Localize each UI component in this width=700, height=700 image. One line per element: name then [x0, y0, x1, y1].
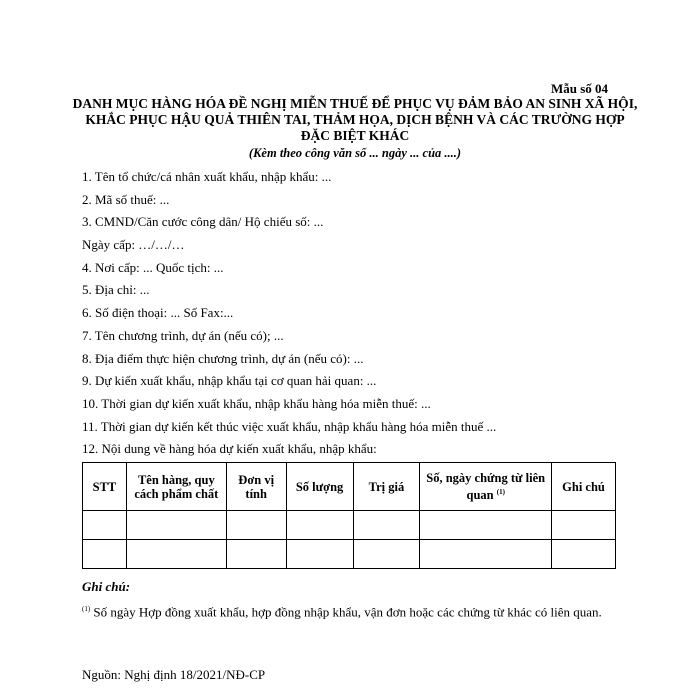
table-cell[interactable]: [353, 540, 420, 569]
field-goods-content: 12. Nội dung về hàng hóa dự kiến xuất khẩu, nhập khẩu:: [82, 441, 377, 457]
table-row: [83, 511, 616, 540]
field-address: 5. Địa chỉ: ...: [82, 282, 150, 298]
header-quantity: Số lượng: [286, 463, 353, 511]
header-footnote-marker: (1): [496, 487, 505, 496]
table-cell[interactable]: [126, 540, 226, 569]
note-body: Số ngày Hợp đồng xuất khẩu, hợp đồng nhập khẩu, vận đơn hoặc các chứng từ khác có liên quan.: [90, 604, 602, 620]
header-notes: Ghi chú: [552, 463, 616, 511]
header-goods-name: Tên hàng, quy cách phẩm chất: [126, 463, 226, 511]
field-program-name: 7. Tên chương trình, dự án (nếu có); ...: [82, 327, 284, 343]
goods-table: [82, 462, 616, 569]
source-line: Nguồn: Nghị định 18/2021/NĐ-CP: [82, 667, 266, 682]
table-cell[interactable]: [420, 511, 552, 540]
table-cell[interactable]: [420, 540, 552, 569]
note-marker: (1): [82, 605, 91, 613]
field-issue-date: Ngày cấp: …/…/…: [82, 237, 185, 253]
header-documents-label: Số, ngày chứng từ liên quan: [426, 470, 546, 503]
table-cell[interactable]: [83, 540, 127, 569]
field-phone: 6. Số điện thoại: ... Số Fax:...: [82, 305, 234, 321]
field-tax-code: 2. Mã số thuế: ...: [82, 191, 170, 207]
document-title: DANH MỤC HÀNG HÓA ĐỀ NGHỊ MIỄN THUẾ ĐỂ PHỤC VỤ ĐẢM BẢO AN SINH XÃ HỘI, KHẮC PHỤC HẬU QUẢ THIÊN TAI, THẢM HỌA, DỊCH BỆNH VÀ CÁC TRƯỜNG HỢP ĐẶC BIỆT KHÁC: [72, 96, 638, 143]
table-cell[interactable]: [226, 511, 286, 540]
table-cell[interactable]: [552, 511, 616, 540]
field-issue-place: 4. Nơi cấp: ... Quốc tịch: ...: [82, 259, 224, 275]
field-list: [82, 169, 622, 464]
form-number: Mẫu số 04: [550, 81, 608, 96]
field-id-number: 3. CMND/Căn cước công dân/ Hộ chiếu số: ...: [82, 214, 324, 230]
header-documents: [420, 463, 552, 511]
field-program-location: 8. Địa điểm thực hiện chương trình, dự án (nếu có): ...: [82, 350, 364, 366]
header-stt: STT: [83, 463, 127, 511]
document-subtitle: (Kèm theo công văn số ... ngày ... của ....): [248, 146, 462, 160]
table-cell[interactable]: [126, 511, 226, 540]
table-cell[interactable]: [286, 511, 353, 540]
table-cell[interactable]: [286, 540, 353, 569]
header-value: Trị giá: [353, 463, 420, 511]
note-text: [82, 601, 622, 620]
table-cell[interactable]: [552, 540, 616, 569]
table-row: [83, 540, 616, 569]
note-label: Ghi chú:: [82, 579, 131, 594]
field-end-time: 11. Thời gian dự kiến kết thúc việc xuất khẩu, nhập khẩu hàng hóa miễn thuế ...: [82, 418, 497, 434]
table-cell[interactable]: [83, 511, 127, 540]
table-cell[interactable]: [353, 511, 420, 540]
field-customs-office: 9. Dự kiến xuất khẩu, nhập khẩu tại cơ quan hải quan: ...: [82, 373, 377, 389]
field-org-name: 1. Tên tổ chức/cá nhân xuất khẩu, nhập khẩu: ...: [82, 169, 332, 184]
table-cell[interactable]: [226, 540, 286, 569]
table-header-row: [83, 463, 616, 511]
header-unit: Đơn vị tính: [226, 463, 286, 511]
field-start-time: 10. Thời gian dự kiến xuất khẩu, nhập khẩu hàng hóa miễn thuế: ...: [82, 395, 431, 411]
